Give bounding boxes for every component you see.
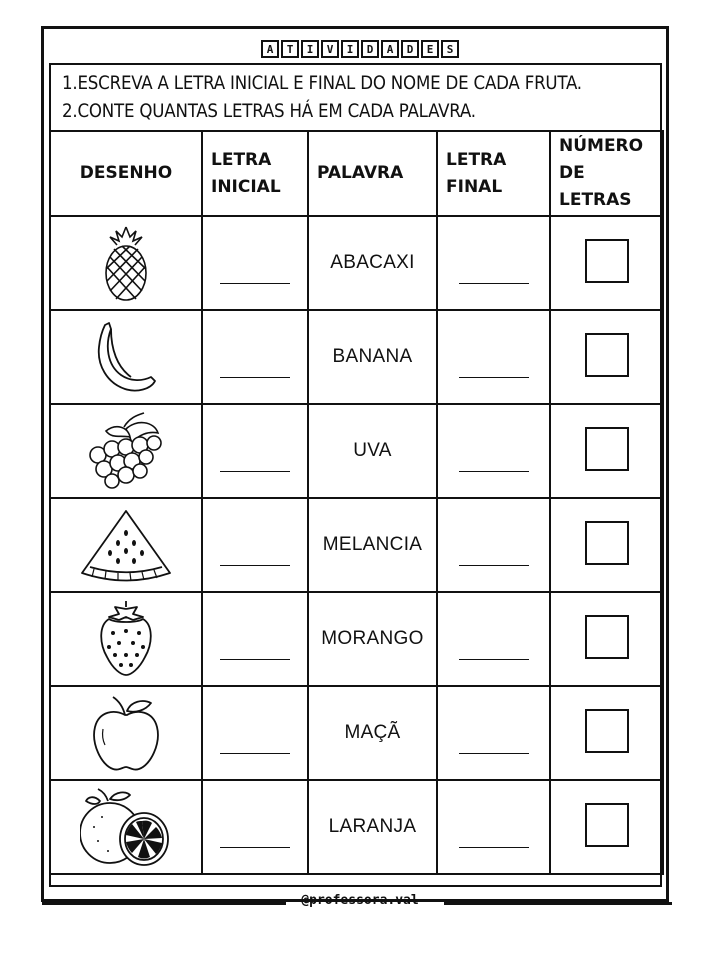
title-letter: T	[281, 40, 299, 58]
title-letter: A	[261, 40, 279, 58]
initial-letter-blank[interactable]	[220, 753, 290, 754]
initial-letter-blank[interactable]	[220, 471, 290, 472]
final-letter-blank[interactable]	[459, 377, 529, 378]
footer	[0, 893, 720, 913]
title-letter: D	[361, 40, 379, 58]
apple-icon	[89, 693, 163, 773]
title-letter: I	[341, 40, 359, 58]
letter-count-box[interactable]	[585, 427, 629, 471]
pineapple-icon	[96, 223, 156, 303]
letter-count-box[interactable]	[585, 521, 629, 565]
table-row	[50, 686, 663, 780]
fruit-word: MELANCIA	[322, 534, 423, 555]
grapes-icon	[86, 411, 166, 491]
title-letter: S	[441, 40, 459, 58]
table-row	[50, 780, 663, 874]
letter-count-box[interactable]	[585, 803, 629, 847]
fruit-word: MAÇÃ	[344, 722, 401, 743]
header-desenho: DESENHO	[50, 131, 202, 216]
title-letter: D	[401, 40, 419, 58]
letter-count-box[interactable]	[585, 239, 629, 283]
letter-count-box[interactable]	[585, 615, 629, 659]
strawberry-icon	[95, 599, 157, 679]
fruit-word: UVA	[353, 440, 392, 461]
orange-icon	[80, 787, 172, 867]
footer-credit: @professora.val	[301, 893, 419, 908]
banana-icon	[91, 319, 161, 395]
letter-count-box[interactable]	[585, 333, 629, 377]
initial-letter-blank[interactable]	[220, 565, 290, 566]
header-palavra: PALAVRA	[308, 131, 437, 216]
table-row	[50, 498, 663, 592]
table-header-row	[50, 131, 663, 216]
table-row	[50, 592, 663, 686]
table-row	[50, 310, 663, 404]
initial-letter-blank[interactable]	[220, 377, 290, 378]
worksheet-title	[0, 40, 720, 62]
table-row	[50, 216, 663, 310]
final-letter-blank[interactable]	[459, 847, 529, 848]
fruit-word: BANANA	[332, 346, 413, 367]
header-letra-final: LETRA FINAL	[437, 131, 550, 216]
fruit-word: ABACAXI	[330, 252, 415, 273]
header-letra-inicial: LETRA INICIAL	[202, 131, 308, 216]
activity-table	[49, 130, 664, 875]
instruction-1: 1.ESCREVA A LETRA INICIAL E FINAL DO NOME DE CADA FRUTA.	[62, 73, 582, 94]
table-row	[50, 404, 663, 498]
letter-count-box[interactable]	[585, 709, 629, 753]
title-letter: V	[321, 40, 339, 58]
title-letter: I	[301, 40, 319, 58]
final-letter-blank[interactable]	[459, 471, 529, 472]
instructions	[62, 70, 652, 126]
initial-letter-blank[interactable]	[220, 847, 290, 848]
header-numero-letras: NÚMERO DE LETRAS	[550, 131, 663, 216]
final-letter-blank[interactable]	[459, 565, 529, 566]
final-letter-blank[interactable]	[459, 753, 529, 754]
title-letter: E	[421, 40, 439, 58]
fruit-word: MORANGO	[321, 628, 424, 649]
watermelon-icon	[78, 507, 174, 583]
fruit-word: LARANJA	[328, 816, 417, 837]
instruction-2: 2.CONTE QUANTAS LETRAS HÁ EM CADA PALAVRA.	[62, 101, 476, 122]
initial-letter-blank[interactable]	[220, 283, 290, 284]
final-letter-blank[interactable]	[459, 659, 529, 660]
final-letter-blank[interactable]	[459, 283, 529, 284]
title-letter: A	[381, 40, 399, 58]
initial-letter-blank[interactable]	[220, 659, 290, 660]
